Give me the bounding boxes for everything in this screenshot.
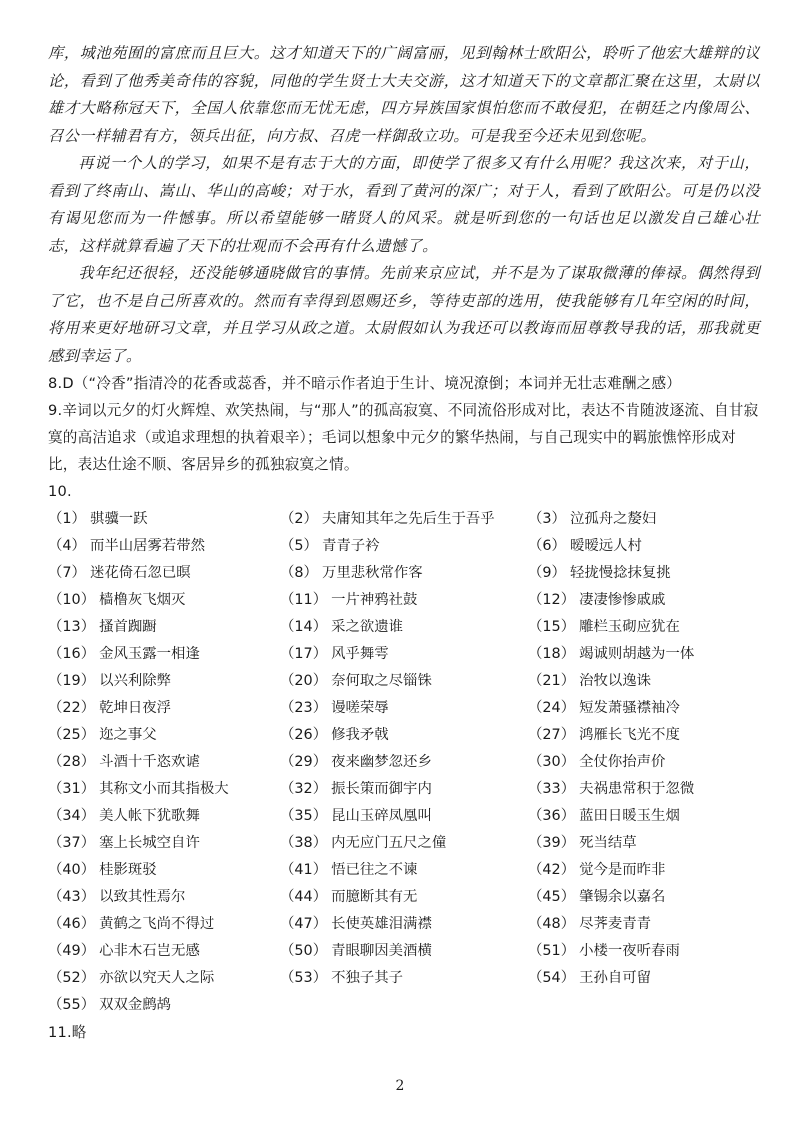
answer-10-item xyxy=(48,614,280,641)
answer-10-item-number: （19） xyxy=(48,673,96,689)
answer-10-item-text: 心非木石岂无感 xyxy=(99,943,200,959)
answer-10-item-text: 迩之事父 xyxy=(99,727,157,743)
answer-10-item-text: 美人帐下犹歌舞 xyxy=(99,808,200,824)
answer-10-item-number: （31） xyxy=(48,781,96,797)
answer-10-item xyxy=(48,722,280,749)
answer-10-item-text: 樯橹灰飞烟灭 xyxy=(99,592,186,608)
answer-10-item xyxy=(528,884,760,911)
answer-10-item-number: （7） xyxy=(48,565,86,581)
answer-10-item-number: （2） xyxy=(280,511,318,527)
answer-10-item-number: （25） xyxy=(48,727,96,743)
answer-10-item xyxy=(528,722,760,749)
answer-10-item-text: 泣孤舟之嫠妇 xyxy=(569,511,657,527)
answer-10-item-text: 而半山居雾若带然 xyxy=(89,538,206,554)
answer-10-item-text: 青青子衿 xyxy=(321,538,380,554)
answer-10-item-text: 修我矛戟 xyxy=(331,727,389,743)
answer-10-item xyxy=(528,641,760,668)
answer-10-item xyxy=(280,803,528,830)
answer-10-item xyxy=(48,641,280,668)
answer-10-item-text: 不独子其子 xyxy=(331,970,404,986)
answer-10-item xyxy=(528,695,760,722)
answer-10-item-number: （48） xyxy=(528,916,576,932)
answer-10-item-text: 死当结草 xyxy=(579,835,637,851)
answer-10-item xyxy=(528,587,760,614)
answer-10-item xyxy=(48,506,280,533)
answer-10-item xyxy=(528,830,760,857)
answer-10-item-text: 亦欲以究天人之际 xyxy=(99,970,215,986)
answer-10-item xyxy=(280,722,528,749)
answer-10-item xyxy=(280,506,528,533)
answer-10-item-text: 搔首踟蹰 xyxy=(99,619,157,635)
answer-10-item-number: （40） xyxy=(48,862,96,878)
answer-11: 11.略 xyxy=(48,1024,87,1041)
answer-10-item-text: 蓝田日暖玉生烟 xyxy=(579,808,680,824)
answer-10-item-text: 内无应门五尺之僮 xyxy=(331,835,447,851)
answer-10-item xyxy=(280,911,528,938)
answer-10-item-number: （35） xyxy=(280,808,328,824)
answer-10-item-number: （52） xyxy=(48,970,96,986)
answer-10-item xyxy=(528,776,760,803)
answer-10-item-number: （20） xyxy=(280,673,328,689)
answer-10-item xyxy=(528,911,760,938)
answer-10-item xyxy=(280,884,528,911)
answer-10-item xyxy=(528,533,760,560)
answer-10-item xyxy=(280,560,528,587)
answer-10-item xyxy=(528,938,760,965)
answer-10-item xyxy=(528,857,760,884)
answer-10-item-number: （55） xyxy=(48,997,96,1013)
answer-10-item xyxy=(280,938,528,965)
answer-10-item-number: （10） xyxy=(48,592,96,608)
answer-10-item-text: 桂影斑驳 xyxy=(99,862,157,878)
answer-10-item xyxy=(48,965,280,992)
answer-10-item-text: 夫祸患常积于忽微 xyxy=(579,781,695,797)
answer-10-item-number: （34） xyxy=(48,808,96,824)
answer-10-item-number: （46） xyxy=(48,916,96,932)
answer-10-item xyxy=(528,749,760,776)
answer-10-item-text: 肇锡余以嘉名 xyxy=(579,889,666,905)
answer-10-item xyxy=(528,668,760,695)
answer-10-item-text: 骐骥一跃 xyxy=(89,511,148,527)
answer-10-item-text: 轻拢慢捻抹复挑 xyxy=(569,565,671,581)
answer-10-grid xyxy=(48,506,760,1019)
answer-10-item-text: 以致其性焉尔 xyxy=(99,889,186,905)
answer-10-item-text: 尽荠麦青青 xyxy=(579,916,652,932)
answer-10-item xyxy=(280,533,528,560)
answer-10-item-text: 金风玉露一相逢 xyxy=(99,646,200,662)
answer-10-item-text: 长使英雄泪满襟 xyxy=(331,916,432,932)
page-content xyxy=(48,40,760,1046)
answer-10-item-number: （15） xyxy=(528,619,576,635)
answer-10-item-number: （38） xyxy=(280,835,328,851)
answer-10-item-text: 暧暧远人村 xyxy=(569,538,642,554)
answer-10-item-number: （12） xyxy=(528,592,576,608)
answer-10-item xyxy=(48,749,280,776)
translation-paragraph-3: 我年纪还很轻，还没能够通晓做官的事情。先前来京应试，并不是为了谋取微薄的俸禄。偶然得到了它，也不是自己所喜欢的。然而有幸得到恩赐还乡，等待吏部的选用，使我能够有几年空闲的时间，将用来更好地研习文章，并且学习从政之道。太尉假如认为我还可以教诲而屈尊教导我的话，那我就更感到幸运了。 xyxy=(48,264,760,365)
answer-10-item xyxy=(48,533,280,560)
answer-10-item-text: 鸿雁长飞光不度 xyxy=(579,727,680,743)
answer-10-item-number: （11） xyxy=(280,592,328,608)
answer-10-item-number: （3） xyxy=(528,511,566,527)
answer-10-item-text: 黄鹤之飞尚不得过 xyxy=(99,916,215,932)
answer-10-item-text: 万里悲秋常作客 xyxy=(321,565,423,581)
answer-10-item-number: （47） xyxy=(280,916,328,932)
answer-10-item-number: （51） xyxy=(528,943,576,959)
answer-10-item xyxy=(528,803,760,830)
answer-10-item-text: 而臆断其有无 xyxy=(331,889,418,905)
answer-10-item xyxy=(280,965,528,992)
answer-10-item-text: 治牧以逸诛 xyxy=(579,673,652,689)
answer-10-item-number: （28） xyxy=(48,754,96,770)
answer-10-item-number: （50） xyxy=(280,943,328,959)
answer-10-item xyxy=(528,506,760,533)
answer-10-item-number: （22） xyxy=(48,700,96,716)
answer-10-item-text: 塞上长城空自许 xyxy=(99,835,200,851)
answer-10-item-number: （49） xyxy=(48,943,96,959)
answer-10-item-text: 乾坤日夜浮 xyxy=(99,700,172,716)
answer-10-item-text: 双双金鹧鸪 xyxy=(99,997,172,1013)
answer-10-item-text: 小楼一夜听春雨 xyxy=(579,943,680,959)
answer-10-item-number: （41） xyxy=(280,862,328,878)
answer-10-item xyxy=(48,884,280,911)
answer-8: 8.D（“冷香”指清冷的花香或蕊香，并不暗示作者迫于生计、境况潦倒；本词并无壮志难酬之感） xyxy=(48,375,682,392)
answer-10-item-text: 雕栏玉砌应犹在 xyxy=(579,619,680,635)
answer-10-item-number: （27） xyxy=(528,727,576,743)
answer-10-item xyxy=(280,614,528,641)
answer-10-item xyxy=(48,803,280,830)
answer-10-item-number: （14） xyxy=(280,619,328,635)
answer-10-item-number: （1） xyxy=(48,511,86,527)
answer-10-item xyxy=(280,668,528,695)
answer-10-item-number: （42） xyxy=(528,862,576,878)
page-number: 2 xyxy=(395,1078,405,1094)
answer-10-item xyxy=(48,938,280,965)
answer-10-item xyxy=(48,695,280,722)
answer-10-item xyxy=(528,560,760,587)
answer-10-item-text: 振长策而御宇内 xyxy=(331,781,432,797)
answer-10-item xyxy=(48,911,280,938)
answer-10-item-text: 风乎舞雩 xyxy=(331,646,389,662)
answer-10-item xyxy=(280,641,528,668)
answer-10-item-number: （36） xyxy=(528,808,576,824)
answer-10-item-number: （43） xyxy=(48,889,96,905)
answer-10-item-text: 斗酒十千恣欢谑 xyxy=(99,754,200,770)
answer-10-item xyxy=(48,857,280,884)
answer-10-item-text: 悟已往之不谏 xyxy=(331,862,418,878)
answer-10-item-number: （37） xyxy=(48,835,96,851)
answer-10-item xyxy=(48,587,280,614)
answer-10-item-text: 凄凄惨惨戚戚 xyxy=(579,592,666,608)
answer-10-item-number: （30） xyxy=(528,754,576,770)
answer-10-item-number: （29） xyxy=(280,754,328,770)
answer-10-item xyxy=(48,560,280,587)
answer-10-item xyxy=(48,830,280,857)
answer-10-item xyxy=(528,965,760,992)
answer-10-item-number: （32） xyxy=(280,781,328,797)
answer-10-item-number: （13） xyxy=(48,619,96,635)
answer-10-item xyxy=(280,587,528,614)
translation-paragraph-2: 再说一个人的学习，如果不是有志于大的方面，即使学了很多又有什么用呢？我这次来，对于山，看到了终南山、嵩山、华山的高峻；对于水，看到了黄河的深广；对于人，看到了欧阳公。可是仍以没有谒见您而为一件憾事。所以希望能够一睹贤人的风采。就是听到您的一句话也足以激发自己雄心壮志，这样就算看遍了天下的壮观而不会再有什么遗憾了。 xyxy=(48,154,760,255)
answer-10-item-text: 迷花倚石忽已暝 xyxy=(89,565,191,581)
answer-10-item-text: 一片神鸦社鼓 xyxy=(331,592,418,608)
answer-10-item-number: （26） xyxy=(280,727,328,743)
answer-10-item-number: （54） xyxy=(528,970,576,986)
answer-10-item xyxy=(48,992,280,1019)
answer-10-item-number: （53） xyxy=(280,970,328,986)
answer-10-label: 10. xyxy=(48,483,72,500)
answer-10-item xyxy=(280,695,528,722)
answer-10-item-text: 采之欲遗谁 xyxy=(331,619,404,635)
answer-10-item xyxy=(48,776,280,803)
answer-10-item-number: （44） xyxy=(280,889,328,905)
answer-10-item-text: 全仗你抬声价 xyxy=(579,754,666,770)
translation-paragraph-1: 库，城池苑囿的富庶而且巨大。这才知道天下的广阔富丽，见到翰林士欧阳公，聆听了他宏大雄辩的议论，看到了他秀美奇伟的容貌，同他的学生贤士大夫交游，这才知道天下的文章都汇聚在这里，太尉以雄才大略称冠天下，全国人依靠您而无忧无虑，四方异族国家惧怕您而不敢侵犯，在朝廷之内像周公、召公一样辅君有方，领兵出征，向方叔、召虎一样御敌立功。可是我至今还未见到您呢。 xyxy=(48,44,760,145)
answer-10-item-number: （39） xyxy=(528,835,576,851)
answer-10-item-text: 竭诚则胡越为一体 xyxy=(579,646,695,662)
answer-10-item-text: 觉今是而昨非 xyxy=(579,862,666,878)
answer-10-item xyxy=(280,776,528,803)
answer-10-item-number: （18） xyxy=(528,646,576,662)
answer-10-item-text: 夫庸知其年之先后生于吾乎 xyxy=(321,511,495,527)
answer-10-item-number: （45） xyxy=(528,889,576,905)
answer-10-item-text: 其称文小而其指极大 xyxy=(99,781,229,797)
answer-10-item xyxy=(48,668,280,695)
answer-10-item-text: 以兴利除弊 xyxy=(99,673,172,689)
answer-10-item-text: 青眼聊因美酒横 xyxy=(331,943,432,959)
answer-10-item-number: （16） xyxy=(48,646,96,662)
answer-10-item-number: （4） xyxy=(48,538,86,554)
answer-10-item-text: 王孙自可留 xyxy=(579,970,652,986)
answer-10-item-number: （24） xyxy=(528,700,576,716)
answer-10-item-number: （6） xyxy=(528,538,566,554)
answer-9: 9.辛词以元夕的灯火辉煌、欢笑热闹，与“那人”的孤高寂寞、不同流俗形成对比，表达不肯随波逐流、自甘寂寞的高洁追求（或追求理想的执着艰辛）；毛词以想象中元夕的繁华热闹，与自己现实中的羁旅憔悴形成对比，表达仕途不顺、客居异乡的孤独寂寞之情。 xyxy=(48,402,759,473)
answer-10-item-text: 昆山玉碎凤凰叫 xyxy=(331,808,432,824)
answer-10-item-number: （5） xyxy=(280,538,318,554)
answer-10-item-number: （8） xyxy=(280,565,318,581)
answer-10-item-number: （33） xyxy=(528,781,576,797)
answer-10-item-text: 谩嗟荣辱 xyxy=(331,700,389,716)
answer-10-item xyxy=(280,830,528,857)
answer-10-item-number: （17） xyxy=(280,646,328,662)
answer-10-item-number: （23） xyxy=(280,700,328,716)
answer-10-item xyxy=(280,749,528,776)
answer-10-item xyxy=(280,857,528,884)
answer-10-item-number: （9） xyxy=(528,565,566,581)
answer-10-item xyxy=(528,614,760,641)
answer-10-item-number: （21） xyxy=(528,673,576,689)
answer-10-item-text: 奈何取之尽锱铢 xyxy=(331,673,432,689)
answer-10-item-text: 夜来幽梦忽还乡 xyxy=(331,754,432,770)
answer-10-item-text: 短发萧骚襟袖冷 xyxy=(579,700,680,716)
